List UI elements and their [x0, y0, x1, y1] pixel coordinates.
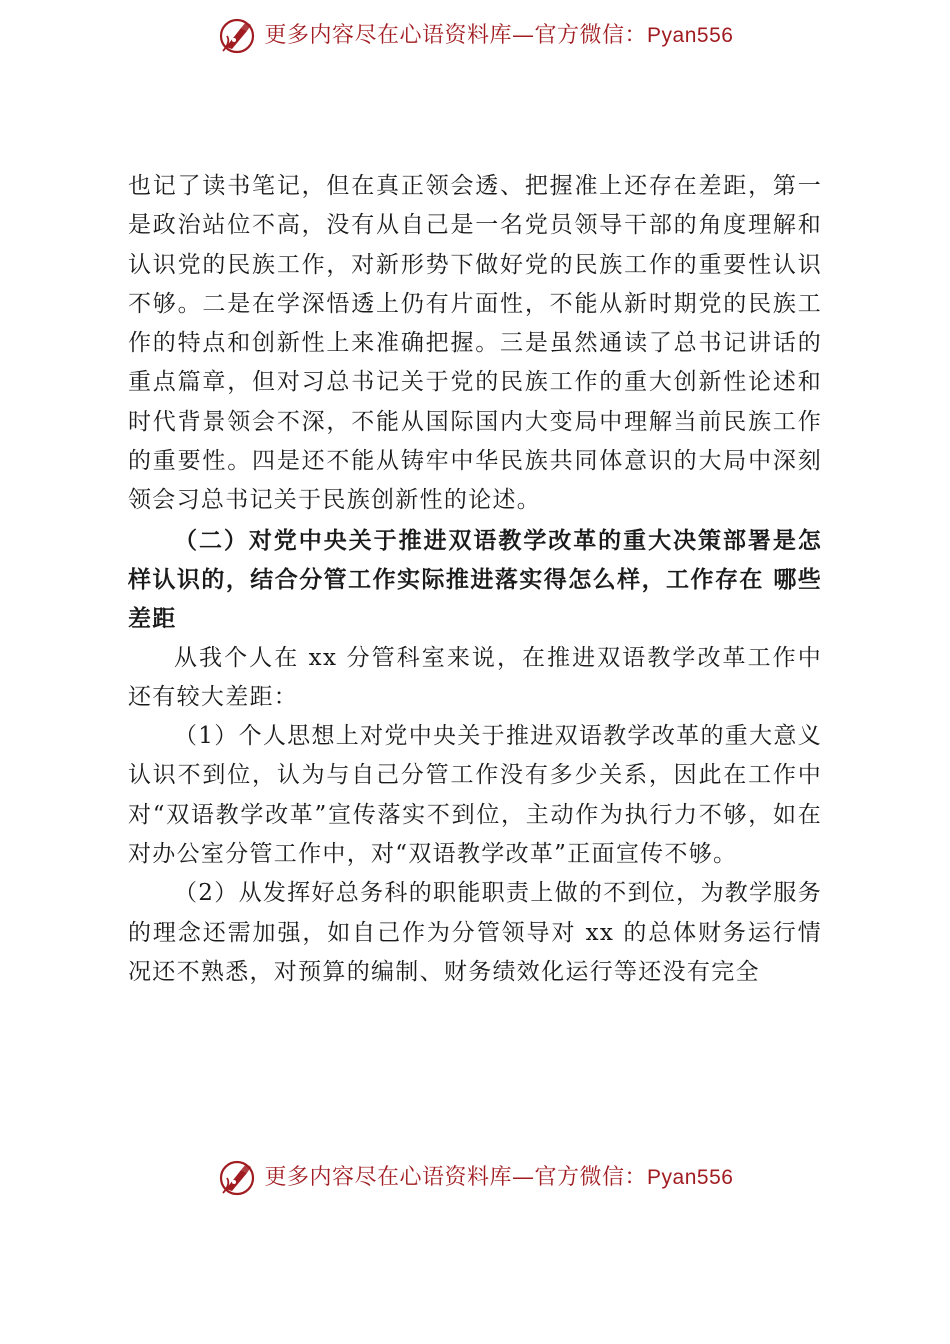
paragraph-continuation: 也记了读书笔记，但在真正领会透、把握准上还存在差距，第一是政治站位不高，没有从自己是一名党员领导干部的角度理解和认识党的民族工作，对新形势下做好党的民族工作的重要性认识不够。二是在学深悟透上仍有片面性，不能从新时期党的民族工作的特点和创新性上来准确把握。三是虽然通读了总书记讲话的重点篇章，但对习总书记关于党的民族工作的重大创新性论述和时代背景领会不深，不能从国际国内大变局中理解当前民族工作的重要性。四是还不能从铸牢中华民族共同体意识的大局中深刻领会习总书记关于民族创新性的论述。	[128, 173, 822, 514]
header-watermark	[0, 14, 950, 58]
list-item-1: （1）个人思想上对党中央关于推进双语教学改革的重大意义认识不到位，认为与自己分管工作没有多少关系，因此在工作中对“双语教学改革”宣传落实不到位，主动作为执行力不够，如在对办公室分管工作中，对“双语教学改革”正面宣传不够。	[128, 723, 822, 868]
footer-watermark	[0, 1156, 950, 1200]
section-heading-2: （二）对党中央关于推进双语教学改革的重大决策部署是怎样认识的，结合分管工作实际推进落实得怎么样，工作存在 哪些差距	[128, 526, 822, 633]
document-body	[128, 167, 822, 992]
pen-nib-seal-icon	[217, 1158, 257, 1198]
pen-nib-seal-icon	[217, 16, 257, 56]
watermark-handle: Pyan556	[647, 1166, 734, 1189]
watermark-text: 更多内容尽在心语资料库—官方微信：Pyan556	[264, 1165, 734, 1190]
paragraph-intro: 从我个人在 xx 分管科室来说，在推进双语教学改革工作中还有较大差距：	[128, 644, 822, 710]
list-item-2: （2）从发挥好总务科的职能职责上做的不到位，为教学服务的理念还需加强，如自己作为分管领导对 xx 的总体财务运行情况还不熟悉，对预算的编制、财务绩效化运行等还没有完全	[128, 880, 822, 985]
watermark-handle: Pyan556	[647, 24, 734, 47]
watermark-text: 更多内容尽在心语资料库—官方微信：Pyan556	[264, 23, 734, 48]
